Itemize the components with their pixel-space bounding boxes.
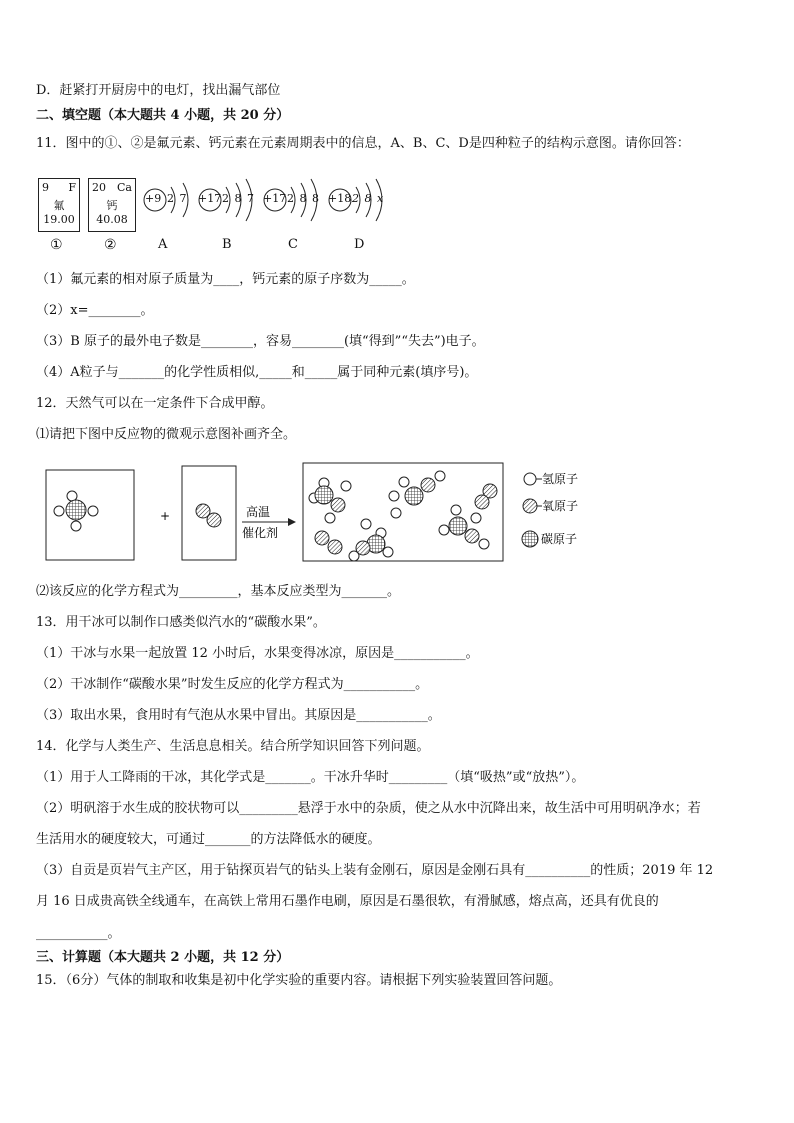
plus-sign: + (160, 509, 171, 523)
section-3-heading: 三、计算题（本大题共 2 小题，共 12 分） (36, 950, 290, 965)
question-11-2: （2）x=________。 (36, 303, 154, 318)
question-14: 14．化学与人类生产、生活息息相关。结合所学知识回答下列问题。 (36, 739, 430, 754)
question-13-2: （2）干冰制作“碳酸水果”时发生反应的化学方程式为___________。 (36, 677, 429, 692)
arrow-condition-top: 高温 (246, 505, 271, 519)
question-14-2b: 生活用水的硬度较大，可通过_______的方法降低水的硬度。 (36, 832, 381, 847)
calcium-cell: 20 Ca 钙 40.08 (88, 178, 136, 232)
atom-c-nucleus: +17 (263, 192, 287, 205)
question-11-3: （3）B 原子的最外电子数是________，容易________(填“得到”“失去”)电子。 (36, 334, 485, 349)
carbon-atom (66, 500, 86, 520)
figure-reaction (36, 458, 596, 568)
question-15: 15．（6分）气体的制取和收集是初中化学实验的重要内容。请根据下列实验装置回答问题。 (36, 973, 562, 988)
figure-periodic-and-atoms (36, 175, 416, 257)
label-cell2: ② (104, 237, 117, 253)
question-11-4: （4）A粒子与_______的化学性质相似,_____和_____属于同种元素(填序号)。 (36, 365, 478, 380)
question-14-2a: （2）明矾溶于水生成的胶状物可以_________悬浮于水中的杂质，使之从水中沉降出来，故生活中可用明矾净水；若 (36, 801, 701, 816)
section-2-heading: 二、填空题（本大题共 4 小题，共 20 分） (36, 108, 290, 123)
atom-b-nucleus: +17 (198, 192, 222, 205)
option-d: D．赶紧打开厨房中的电灯，找出漏气部位 (36, 83, 281, 98)
question-11: 11．图中的①、②是氟元素、钙元素在元素周期表中的信息，A、B、C、D是四种粒子的结构示意图。请你回答： (36, 136, 690, 151)
atom-a-label: A (158, 237, 168, 252)
question-12-1: ⑴请把下图中反应物的微观示意图补画齐全。 (36, 427, 297, 442)
question-14-1: （1）用于人工降雨的干冰，其化学式是_______。干冰升华时_________（填“吸热”或“放热”）。 (36, 770, 585, 785)
question-13: 13．用干冰可以制作口感类似汽水的“碳酸水果”。 (36, 615, 326, 630)
question-13-3: （3）取出水果，食用时有气泡从水果中冒出。其原因是___________。 (36, 708, 441, 723)
atom-d-shells: 2 8 x (352, 192, 385, 205)
atom-a-nucleus: +9 (145, 192, 162, 205)
question-12: 12．天然气可以在一定条件下合成甲醇。 (36, 396, 274, 411)
atom-c-shells: 2 8 8 (287, 192, 320, 205)
label-cell1: ① (50, 237, 63, 253)
atom-b-shells: 2 8 7 (222, 192, 255, 205)
atom-c-label: C (288, 237, 298, 252)
atom-b-label: B (222, 237, 232, 252)
arrow-condition-bottom: 催化剂 (242, 526, 279, 540)
question-14-3b: 月 16 日成贵高铁全线通车，在高铁上常用石墨作电刷，原因是石墨很软，有滑腻感，熔点高，还具有优良的 (36, 894, 659, 909)
fluorine-cell: 9 F 氟 19.00 (38, 178, 80, 232)
atom-d-label: D (354, 237, 365, 252)
question-13-1: （1）干冰与水果一起放置 12 小时后，水果变得冰凉，原因是___________。 (36, 646, 479, 661)
question-11-1: （1）氟元素的相对原子质量为____，钙元素的原子序数为_____。 (36, 272, 415, 287)
legend-carbon: 碳原子 (541, 532, 578, 546)
question-14-3c: ___________。 (36, 926, 121, 941)
legend-hydrogen: 氢原子 (542, 472, 579, 486)
atom-a-shells: 2 7 (167, 192, 188, 205)
legend-oxygen: 氧原子 (542, 499, 579, 513)
question-14-3a: （3）自贡是页岩气主产区，用于钻探页岩气的钻头上装有金刚石，原因是金刚石具有__________的性质；2019 年 12 (36, 863, 714, 878)
atom-d-nucleus: +18 (328, 192, 352, 205)
question-12-2: ⑵该反应的化学方程式为_________，基本反应类型为_______。 (36, 584, 401, 599)
